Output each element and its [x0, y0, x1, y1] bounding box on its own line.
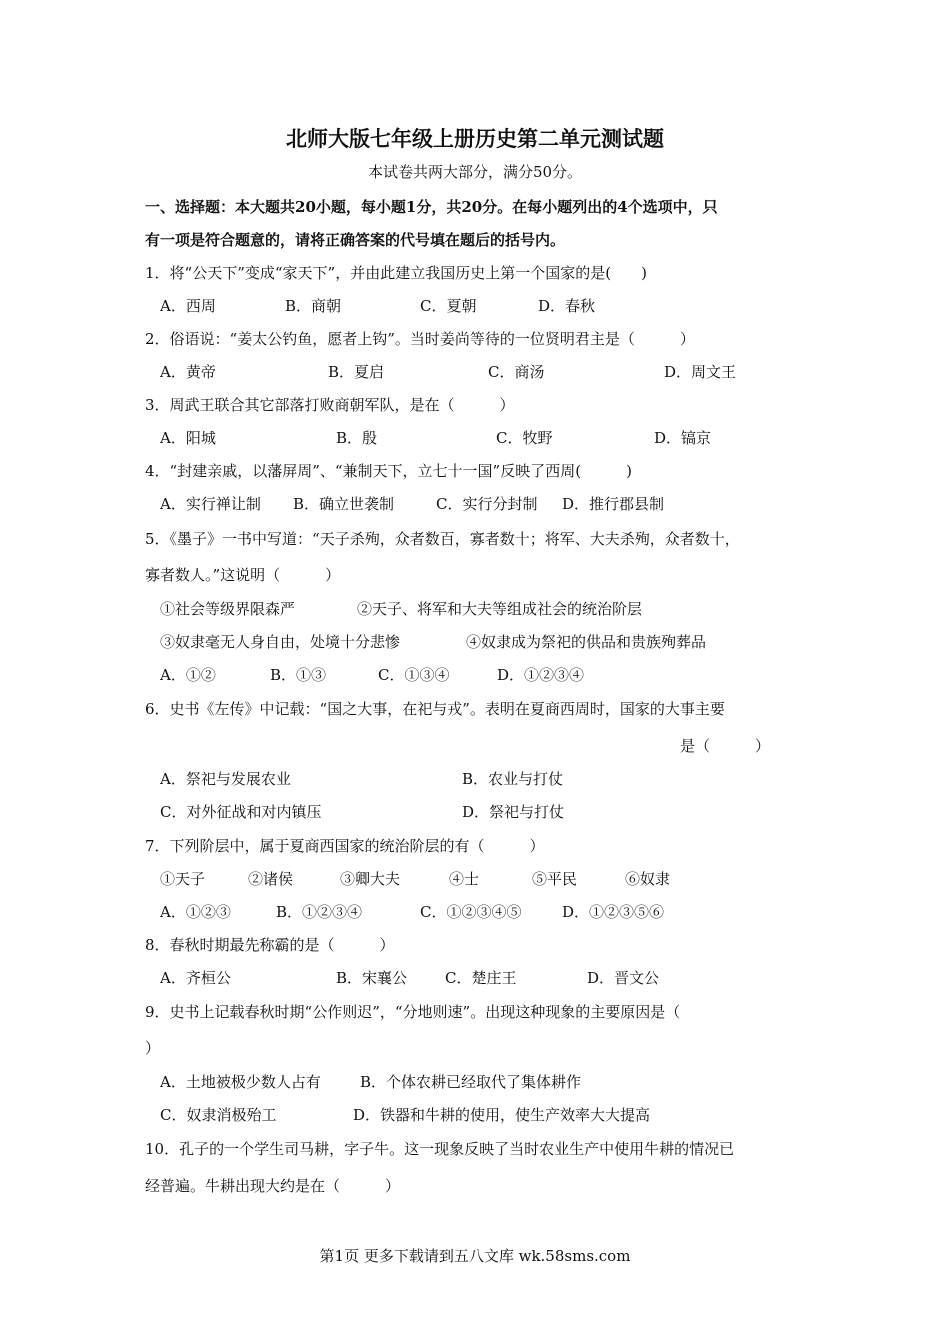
- option-d: D．铁器和牛耕的使用，使生产效率大大提高: [353, 1106, 651, 1124]
- option-a: A．实行禅让制: [160, 495, 261, 513]
- question-9-stem-line-1: 9．史书上记载春秋时期“公作则迟”，“分地则速”。出现这种现象的主要原因是（: [145, 1003, 681, 1021]
- statement-1: ①社会等级界限森严: [160, 600, 296, 618]
- question-6-stem-line-2: 是（ ）: [680, 737, 771, 755]
- option-d: D．推行郡县制: [562, 495, 665, 513]
- option-d: D．①②③⑤⑥: [562, 903, 665, 921]
- question-4-stem: 4．“封建亲戚，以藩屏周”、“兼制天下，立七十一国”反映了西周( ): [145, 462, 632, 480]
- statement-4: ④奴隶成为祭祀的供品和贵族殉葬品: [466, 633, 707, 651]
- option-a: A．阳城: [160, 429, 216, 447]
- option-c: C．①②③④⑤: [420, 903, 522, 921]
- option-a: A．西周: [160, 297, 216, 315]
- question-10-stem-line-1: 10．孔子的一个学生司马耕，字子牛。这一现象反映了当时农业生产中使用牛耕的情况已: [145, 1140, 735, 1158]
- section-heading-line-1: 一、选择题：本大题共20小题，每小题1分，共20分。在每小题列出的4个选项中，只: [145, 198, 718, 216]
- question-9-stem-line-2: ）: [145, 1039, 161, 1057]
- question-6-stem-line-1: 6．史书《左传》中记载：“国之大事，在祀与戎”。表明在夏商西周时，国家的大事主要: [145, 700, 725, 718]
- option-a: A．祭祀与发展农业: [160, 770, 291, 788]
- option-b: B．①③: [270, 666, 327, 684]
- option-d: D．祭祀与打仗: [462, 803, 565, 821]
- option-c: C．牧野: [496, 429, 553, 447]
- option-c: C．实行分封制: [436, 495, 538, 513]
- question-8-stem: 8．春秋时期最先称霸的是（ ）: [145, 936, 395, 954]
- option-c: C．夏朝: [420, 297, 477, 315]
- item-1: ①天子: [160, 870, 206, 888]
- item-5: ⑤平民: [532, 870, 578, 888]
- option-d: D．镐京: [654, 429, 712, 447]
- statement-2: ②天子、将军和大夫等组成社会的统治阶层: [357, 600, 643, 618]
- page-footer: 第1页 更多下载请到五八文库 wk.58sms.com: [319, 1247, 631, 1265]
- option-a: A．齐桓公: [160, 969, 231, 987]
- option-d: D．周文王: [664, 363, 737, 381]
- question-5-stem-line-1: 5．《墨子》一书中写道：“天子杀殉，众者数百，寡者数十；将军、大夫杀殉，众者数十，: [145, 530, 740, 548]
- option-d: D．晋文公: [587, 969, 660, 987]
- question-5-stem-line-2: 寡者数人。”这说明（ ）: [145, 566, 341, 584]
- option-d: D．①②③④: [497, 666, 585, 684]
- option-c: C．对外征战和对内镇压: [160, 803, 322, 821]
- section-heading-line-2: 有一项是符合题意的，请将正确答案的代号填在题后的括号内。: [145, 231, 566, 249]
- question-7-stem: 7．下列阶层中，属于夏商西国家的统治阶层的有（ ）: [145, 837, 545, 855]
- item-2: ②诸侯: [248, 870, 294, 888]
- option-a: A．黄帝: [160, 363, 216, 381]
- page-title: 北师大版七年级上册历史第二单元测试题: [286, 126, 664, 151]
- option-b: B．个体农耕已经取代了集体耕作: [360, 1073, 582, 1091]
- question-2-stem: 2．俗语说：“姜太公钓鱼，愿者上钩”。当时姜尚等待的一位贤明君主是（ ）: [145, 330, 695, 348]
- option-b: B．①②③④: [276, 903, 363, 921]
- option-b: B．确立世袭制: [293, 495, 395, 513]
- option-a: A．①②③: [160, 903, 231, 921]
- item-3: ③卿大夫: [340, 870, 401, 888]
- option-c: C．商汤: [488, 363, 545, 381]
- option-b: B．农业与打仗: [462, 770, 564, 788]
- statement-3: ③奴隶毫无人身自由，处境十分悲惨: [160, 633, 401, 651]
- option-b: B．宋襄公: [336, 969, 408, 987]
- option-a: A．土地被极少数人占有: [160, 1073, 321, 1091]
- item-6: ⑥奴隶: [625, 870, 671, 888]
- question-10-stem-line-2: 经普遍。牛耕出现大约是在（ ）: [145, 1177, 401, 1195]
- option-d: D．春秋: [538, 297, 596, 315]
- question-1-stem: 1．将“公天下”变成“家天下”，并由此建立我国历史上第一个国家的是( ): [145, 264, 647, 282]
- exam-subtitle: 本试卷共两大部分，满分50分。: [367, 163, 583, 181]
- option-b: B．夏启: [328, 363, 385, 381]
- item-4: ④士: [449, 870, 480, 888]
- option-c: C．奴隶消极殆工: [160, 1106, 277, 1124]
- question-3-stem: 3．周武王联合其它部落打败商朝军队，是在（ ）: [145, 396, 515, 414]
- option-c: C．①③④: [378, 666, 450, 684]
- option-b: B．殷: [336, 429, 378, 447]
- option-a: A．①②: [160, 666, 216, 684]
- option-b: B．商朝: [285, 297, 342, 315]
- option-c: C．楚庄王: [445, 969, 517, 987]
